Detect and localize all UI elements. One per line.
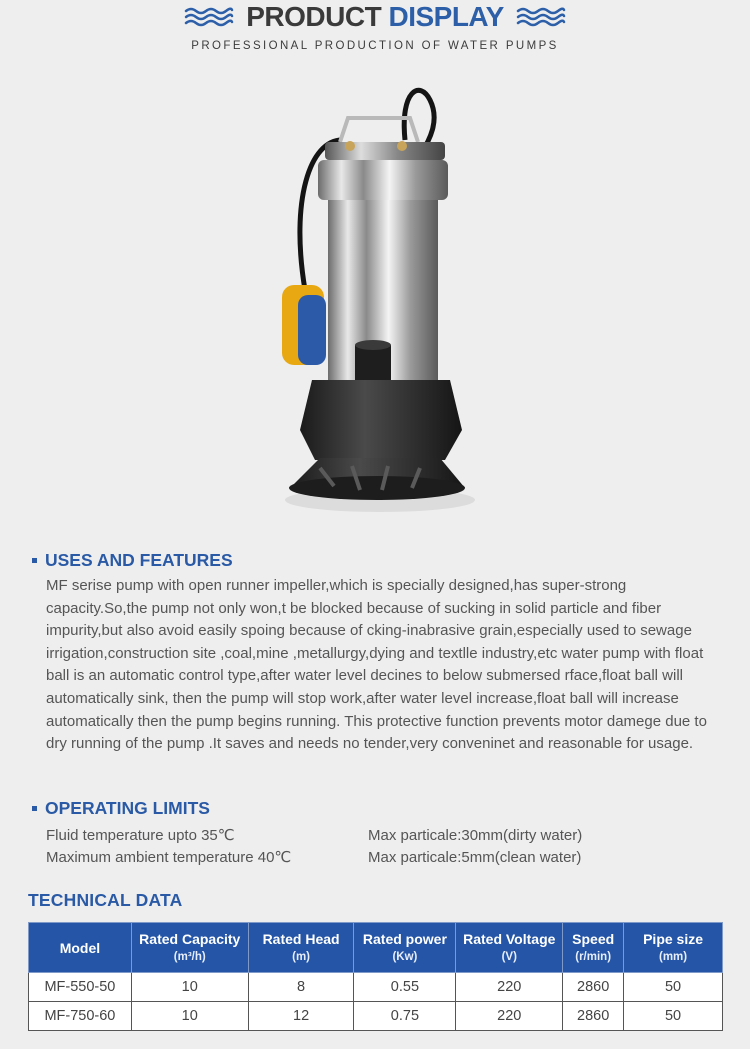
uses-text: MF serise pump with open runner impeller,which is specially designed,has super-strong capacity.So,the pump not only won,t be blocked because of sucking in solid particle and fiber impurity,but also avoid easily spoing because of cking-inabrasive grain,especially used to sewage irrigation,construction site ,coal,mine ,metallurgy,dying and textlle industry,etc water pump with float ball is an automatic control type,after water level decines to below submersed rface,float ball will automatically sink, then the pump will stop work,after water level increase,float ball will increase automatically then the pump begins running. This protective function prevents motor damege due to dry running of the pump .It saves and needs no tender,very conveninet and reasonable for usage. bbox=[46, 577, 707, 753]
table-cell: 50 bbox=[624, 973, 723, 1002]
table-header-row bbox=[29, 923, 723, 973]
limit-particle-clean: Max particale:5mm(clean water) bbox=[368, 849, 582, 866]
table-cell: 220 bbox=[456, 973, 563, 1002]
col-header: Rated Capacity (m³/h) bbox=[131, 923, 248, 973]
col-header: Speed (r/min) bbox=[563, 923, 624, 973]
table-cell: MF-550-50 bbox=[29, 973, 132, 1002]
table-cell: MF-750-60 bbox=[29, 1002, 132, 1031]
uses-title: USES AND FEATURES bbox=[45, 550, 233, 570]
uses-heading bbox=[32, 550, 233, 571]
limit-fluid-temp: Fluid temperature upto 35℃ bbox=[46, 827, 235, 844]
tech-table bbox=[28, 922, 723, 1031]
title-text bbox=[246, 1, 504, 33]
col-header: Rated Head (m) bbox=[248, 923, 354, 973]
col-header: Pipe size (mm) bbox=[624, 923, 723, 973]
bullet-icon bbox=[32, 806, 37, 811]
table-cell: 10 bbox=[131, 973, 248, 1002]
table-cell: 2860 bbox=[563, 1002, 624, 1031]
col-header: Rated power (Kw) bbox=[354, 923, 456, 973]
pump-image bbox=[270, 80, 480, 520]
table-row bbox=[29, 1002, 723, 1031]
limits-heading bbox=[32, 798, 210, 819]
table-cell: 10 bbox=[131, 1002, 248, 1031]
limits-row bbox=[46, 825, 726, 847]
table-cell: 8 bbox=[248, 973, 354, 1002]
title-part1: PRODUCT bbox=[246, 1, 382, 32]
table-cell: 2860 bbox=[563, 973, 624, 1002]
tech-heading: TECHNICAL DATA bbox=[28, 890, 183, 910]
limit-particle-dirty: Max particale:30mm(dirty water) bbox=[368, 827, 583, 844]
table-row bbox=[29, 973, 723, 1002]
page-title bbox=[0, 0, 750, 34]
table-cell: 220 bbox=[456, 1002, 563, 1031]
title-part2: DISPLAY bbox=[388, 1, 504, 32]
limit-ambient-temp: Maximum ambient temperature 40℃ bbox=[46, 849, 292, 866]
col-header: Rated Voltage (V) bbox=[456, 923, 563, 973]
wave-icon bbox=[516, 6, 566, 28]
bullet-icon bbox=[32, 558, 37, 563]
limits-row bbox=[46, 847, 726, 869]
table-cell: 12 bbox=[248, 1002, 354, 1031]
limits-list bbox=[46, 825, 726, 869]
page-subtitle: PROFESSIONAL PRODUCTION OF WATER PUMPS bbox=[191, 40, 559, 52]
limits-title: OPERATING LIMITS bbox=[45, 798, 210, 818]
wave-icon bbox=[184, 6, 234, 28]
table-cell: 0.55 bbox=[354, 973, 456, 1002]
table-cell: 0.75 bbox=[354, 1002, 456, 1031]
col-header: Model bbox=[29, 923, 132, 973]
table-cell: 50 bbox=[624, 1002, 723, 1031]
